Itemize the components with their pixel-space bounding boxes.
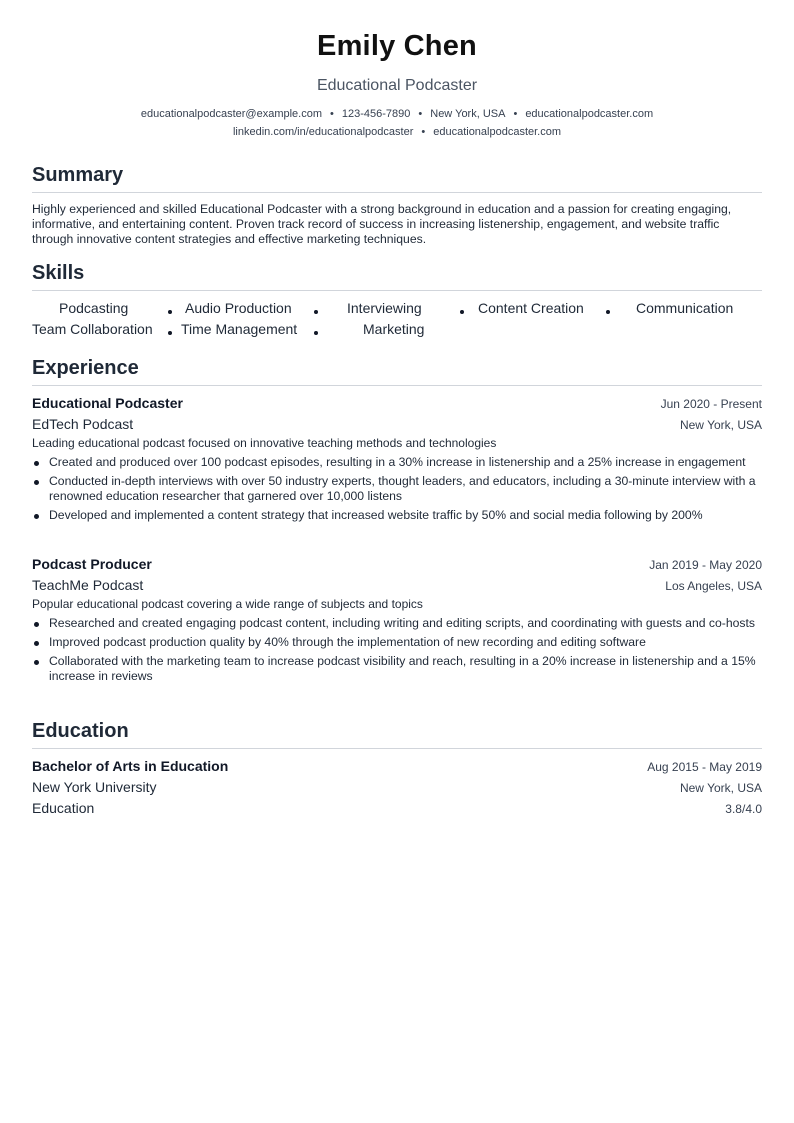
separator-dot: • xyxy=(330,108,334,120)
job-company: TeachMe Podcast xyxy=(32,577,144,593)
contact-row-secondary xyxy=(0,126,794,138)
education-location: New York, USA xyxy=(679,781,762,795)
skill-item: Podcasting xyxy=(59,300,129,316)
achievement-text: Collaborated with the marketing team to increase podcast visibility and reach, resulting in a 20% increase in listenership and a 15% increase in reviews xyxy=(49,654,756,683)
job-title-row xyxy=(32,395,762,411)
achievement-item xyxy=(32,474,762,504)
job-location: Los Angeles, USA xyxy=(665,579,762,593)
achievement-item xyxy=(32,635,762,650)
skill-item: Marketing xyxy=(363,321,425,337)
education-heading: Education xyxy=(32,720,129,742)
achievement-text: Conducted in-depth interviews with over 50 industry experts, thought leaders, and educators, including a 30-minute interview with a renowned education researcher that garnered over 10,000 listens xyxy=(49,474,756,503)
achievement-text: Created and produced over 100 podcast episodes, resulting in a 30% increase in listenership and a 25% increase in engagement xyxy=(49,455,746,469)
skills-divider xyxy=(32,290,762,291)
experience-heading: Experience xyxy=(32,357,139,379)
summary-text: Highly experienced and skilled Educational Podcaster with a strong background in education and a passion for creating engaging, informative, and entertaining content. Proven track record of success in increasing listenership, engagement, and website traffic through innovative content strategies and effective marketing techniques. xyxy=(32,202,732,246)
skill-separator xyxy=(460,310,464,314)
experience-divider xyxy=(32,385,762,386)
job-company-row xyxy=(32,577,762,593)
skills-heading: Skills xyxy=(32,262,85,284)
bullet-icon xyxy=(34,641,39,646)
job-achievements xyxy=(32,455,762,527)
job-dates: Jan 2019 - May 2020 xyxy=(649,558,762,572)
skill-separator xyxy=(314,310,318,314)
skill-item: Audio Production xyxy=(185,300,292,316)
job-description: Popular educational podcast covering a wide range of subjects and topics xyxy=(32,597,423,611)
skill-item: Team Collaboration xyxy=(32,321,153,337)
skill-separator xyxy=(168,331,172,335)
separator-dot: • xyxy=(421,126,426,138)
achievement-item xyxy=(32,455,762,470)
education-field: Education xyxy=(32,800,95,816)
bullet-icon xyxy=(34,514,39,519)
bullet-icon xyxy=(34,622,39,627)
separator-dot: • xyxy=(513,108,518,120)
skill-item: Content Creation xyxy=(478,300,584,316)
contact-row-primary xyxy=(0,108,794,120)
skill-separator xyxy=(606,310,610,314)
job-description: Leading educational podcast focused on innovative teaching methods and technologies xyxy=(32,436,497,450)
contact-location: New York, USA xyxy=(430,108,506,120)
skill-item: Communication xyxy=(636,300,734,316)
achievement-item xyxy=(32,616,762,631)
separator-dot: • xyxy=(418,108,423,120)
skill-item: Time Management xyxy=(181,321,298,337)
job-title: Educational Podcaster xyxy=(32,395,183,411)
bullet-icon xyxy=(34,461,39,466)
job-achievements xyxy=(32,616,762,688)
education-degree-row xyxy=(32,758,762,774)
bullet-icon xyxy=(34,480,39,485)
education-degree: Bachelor of Arts in Education xyxy=(32,758,229,774)
job-company: EdTech Podcast xyxy=(32,416,134,432)
job-title-row xyxy=(32,556,762,572)
education-divider xyxy=(32,748,762,749)
job-company-row xyxy=(32,416,762,432)
education-gpa: 3.8/4.0 xyxy=(725,802,762,816)
achievement-item xyxy=(32,654,762,684)
achievement-text: Researched and created engaging podcast content, including writing and editing scripts, and coordinating with guests and co-hosts xyxy=(49,616,755,630)
education-dates: Aug 2015 - May 2019 xyxy=(647,760,762,774)
achievement-text: Improved podcast production quality by 40% through the implementation of new recording and editing software xyxy=(49,635,646,649)
skill-separator xyxy=(314,331,318,335)
job-dates: Jun 2020 - Present xyxy=(660,397,762,411)
job-location: New York, USA xyxy=(679,418,762,432)
summary-heading: Summary xyxy=(32,164,124,186)
education-field-row xyxy=(32,800,762,816)
skill-item: Interviewing xyxy=(347,300,422,316)
skill-separator xyxy=(168,310,172,314)
contact-phone[interactable]: 123-456-7890 xyxy=(341,108,411,120)
bullet-icon xyxy=(34,660,39,665)
achievement-item xyxy=(32,508,762,523)
contact-website[interactable]: educationalpodcaster.com xyxy=(525,108,654,120)
summary-divider xyxy=(32,192,762,193)
job-title: Podcast Producer xyxy=(32,556,152,572)
candidate-name: Emily Chen xyxy=(317,30,477,62)
contact-email[interactable]: educationalpodcaster@example.com xyxy=(140,108,323,120)
contact-linkedin[interactable]: linkedin.com/in/educationalpodcaster xyxy=(232,126,414,138)
contact-website-secondary[interactable]: educationalpodcaster.com xyxy=(433,126,562,138)
education-school: New York University xyxy=(32,779,157,795)
education-school-row xyxy=(32,779,762,795)
candidate-headline: Educational Podcaster xyxy=(316,77,478,94)
achievement-text: Developed and implemented a content strategy that increased website traffic by 50% and social media following by 200% xyxy=(49,508,703,522)
